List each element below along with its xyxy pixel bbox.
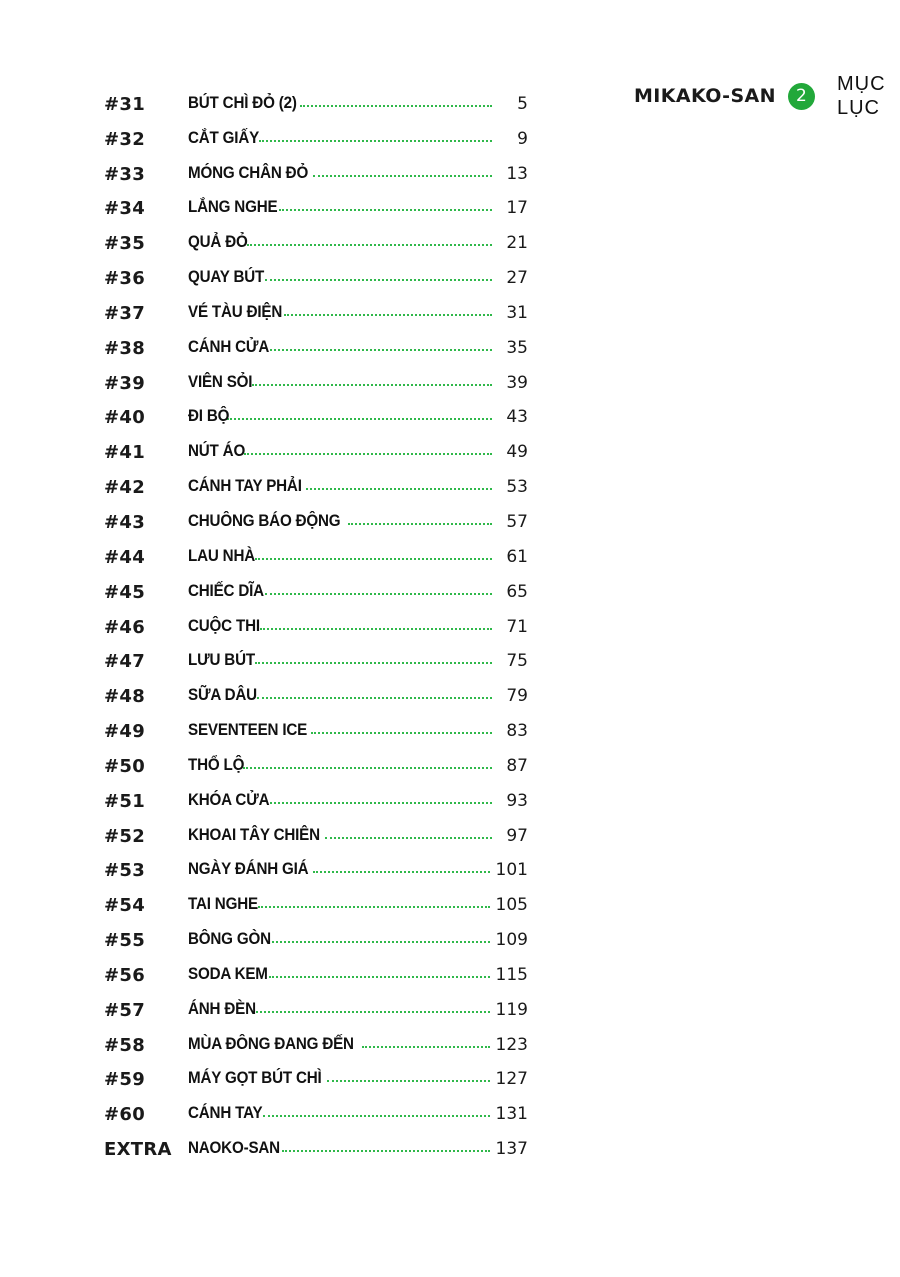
- toc-entry: [104, 881, 528, 916]
- toc-entry: [104, 568, 528, 603]
- dot-leader: [282, 1150, 490, 1152]
- chapter-number: #35: [104, 233, 146, 255]
- chapter-number: #34: [104, 198, 146, 220]
- dot-leader: [279, 209, 492, 211]
- toc-entry: [104, 115, 528, 150]
- page-number: 35: [506, 337, 528, 358]
- chapter-number: #45: [104, 581, 146, 603]
- page-number: 65: [506, 581, 528, 602]
- toc-entry: [104, 254, 528, 289]
- chapter-title: NÚT ÁO: [188, 442, 246, 461]
- chapter-number: #50: [104, 755, 146, 777]
- chapter-number: #33: [104, 163, 146, 185]
- page-number: 61: [506, 546, 528, 567]
- dot-leader: [270, 802, 492, 804]
- toc-entry: [104, 1090, 528, 1125]
- toc-entry: [104, 219, 528, 254]
- toc-entry: [104, 498, 528, 533]
- toc-entry: [104, 638, 528, 673]
- chapter-title: QUAY BÚT: [188, 268, 265, 287]
- toc-entry: [104, 672, 528, 707]
- dot-leader: [265, 593, 492, 595]
- chapter-title: KHÓA CỬA: [188, 790, 270, 809]
- chapter-title: QUẢ ĐỎ: [188, 233, 248, 252]
- chapter-title: CHUÔNG BÁO ĐỘNG: [188, 511, 341, 530]
- chapter-title: ÁNH ĐÈN: [188, 999, 256, 1018]
- dot-leader: [313, 871, 490, 873]
- dot-leader: [258, 906, 490, 908]
- page-number: 119: [495, 999, 528, 1020]
- toc-entry: [104, 1056, 528, 1091]
- chapter-number: #44: [104, 546, 146, 568]
- page-number: 13: [506, 163, 528, 184]
- chapter-title: NGÀY ĐÁNH GIÁ: [188, 860, 309, 879]
- page-number: 123: [495, 1034, 528, 1055]
- section-title-line1: MỤC: [836, 73, 886, 95]
- chapter-number: #49: [104, 721, 146, 743]
- toc-entry: [104, 742, 528, 777]
- toc-entry: [104, 812, 528, 847]
- chapter-title: LƯU BÚT: [188, 651, 255, 670]
- page-number: 9: [517, 128, 528, 149]
- toc-entry: [104, 1021, 528, 1056]
- chapter-title: SỮA DÂU: [188, 686, 257, 705]
- chapter-title: BÔNG GÒN: [188, 930, 271, 949]
- dot-leader: [252, 384, 492, 386]
- chapter-title: VIÊN SỎI: [188, 372, 253, 391]
- chapter-title: CẮT GIẤY: [188, 128, 260, 147]
- chapter-number: #43: [104, 511, 146, 533]
- toc-entry: [104, 603, 528, 638]
- dot-leader: [265, 279, 492, 281]
- chapter-number: #55: [104, 930, 146, 952]
- chapter-number: #58: [104, 1034, 146, 1056]
- chapter-number: #52: [104, 825, 146, 847]
- toc-entry: [104, 847, 528, 882]
- page-header: [634, 72, 886, 120]
- volume-badge: 2: [788, 83, 815, 110]
- chapter-title: CÁNH TAY: [188, 1104, 263, 1123]
- chapter-number: #53: [104, 860, 146, 882]
- dot-leader: [306, 488, 492, 490]
- dot-leader: [272, 941, 489, 943]
- dot-leader: [269, 976, 490, 978]
- dot-leader: [300, 105, 492, 107]
- chapter-title: BÚT CHÌ ĐỎ (2): [188, 93, 297, 112]
- page-number: 87: [506, 755, 528, 776]
- chapter-title: NAOKO-SAN: [188, 1139, 280, 1158]
- page-number: 27: [506, 268, 528, 289]
- toc-entry: [104, 80, 528, 115]
- chapter-title: MÙA ĐÔNG ĐANG ĐẾN: [188, 1034, 354, 1053]
- chapter-number: #57: [104, 999, 146, 1021]
- chapter-title: CUỘC THI: [188, 616, 260, 635]
- toc-entry: [104, 986, 528, 1021]
- section-title: [837, 72, 886, 120]
- chapter-number: #42: [104, 477, 146, 499]
- toc-entry: [104, 777, 528, 812]
- dot-leader: [263, 1115, 490, 1117]
- dot-leader: [243, 767, 492, 769]
- chapter-title: ĐI BỘ: [188, 407, 230, 426]
- chapter-title: CÁNH CỬA: [188, 337, 270, 356]
- section-title-line2: LỤC: [836, 97, 880, 119]
- chapter-number: #37: [104, 302, 146, 324]
- chapter-title: CÁNH TAY PHẢI: [188, 477, 302, 496]
- dot-leader: [227, 418, 492, 420]
- toc-entry: [104, 951, 528, 986]
- chapter-title: SODA KEM: [188, 964, 268, 983]
- page-number: 57: [506, 511, 528, 532]
- dot-leader: [270, 349, 492, 351]
- chapter-number: #36: [104, 268, 146, 290]
- page-number: 5: [517, 93, 528, 114]
- page-number: 93: [506, 790, 528, 811]
- page-number: 39: [506, 372, 528, 393]
- chapter-number: #31: [104, 93, 146, 115]
- chapter-title: MÁY GỌT BÚT CHÌ: [188, 1069, 322, 1088]
- page-number: 83: [506, 721, 528, 742]
- dot-leader: [362, 1046, 489, 1048]
- page-number: 137: [495, 1139, 528, 1160]
- page-number: 31: [506, 302, 528, 323]
- page-number: 53: [506, 477, 528, 498]
- toc-entry: [104, 463, 528, 498]
- chapter-number: #48: [104, 686, 146, 708]
- chapter-number: #56: [104, 964, 146, 986]
- page-number: 131: [495, 1104, 528, 1125]
- dot-leader: [327, 1080, 489, 1082]
- chapter-title: VÉ TÀU ĐIỆN: [188, 302, 283, 321]
- chapter-number: #32: [104, 128, 146, 150]
- dot-leader: [259, 140, 492, 142]
- page-number: 21: [506, 233, 528, 254]
- page-number: 101: [495, 860, 528, 881]
- dot-leader: [256, 1011, 490, 1013]
- toc-entry: [104, 1125, 528, 1160]
- dot-leader: [260, 628, 492, 630]
- chapter-number: EXTRA: [104, 1139, 172, 1161]
- chapter-number: #59: [104, 1069, 146, 1091]
- chapter-title: LẮNG NGHE: [188, 198, 278, 217]
- toc-entry: [104, 707, 528, 742]
- chapter-number: #41: [104, 442, 146, 464]
- chapter-number: #40: [104, 407, 146, 429]
- chapter-title: KHOAI TÂY CHIÊN: [188, 825, 320, 844]
- dot-leader: [255, 558, 492, 560]
- toc-entry: [104, 185, 528, 220]
- page-number: 17: [506, 198, 528, 219]
- dot-leader: [247, 244, 492, 246]
- series-title: MIKAKO-SAN: [634, 85, 776, 107]
- page-number: 115: [495, 964, 528, 985]
- dot-leader: [325, 837, 492, 839]
- dot-leader: [244, 453, 492, 455]
- page-number: 43: [506, 407, 528, 428]
- chapter-title: CHIẾC DĨA: [188, 581, 264, 600]
- page-number: 49: [506, 442, 528, 463]
- page-number: 127: [495, 1069, 528, 1090]
- dot-leader: [348, 523, 492, 525]
- chapter-number: #39: [104, 372, 146, 394]
- chapter-number: #38: [104, 337, 146, 359]
- page-number: 109: [495, 930, 528, 951]
- page-number: 71: [506, 616, 528, 637]
- dot-leader: [257, 697, 492, 699]
- chapter-number: #60: [104, 1104, 146, 1126]
- toc-entry: [104, 324, 528, 359]
- chapter-title: LAU NHÀ: [188, 546, 256, 565]
- page-number: 105: [495, 895, 528, 916]
- toc-entry: [104, 359, 528, 394]
- chapter-number: #46: [104, 616, 146, 638]
- toc-entry: [104, 916, 528, 951]
- page-number: 97: [506, 825, 528, 846]
- dot-leader: [311, 732, 492, 734]
- chapter-title: TAI NGHE: [188, 895, 258, 914]
- toc-entry: [104, 150, 528, 185]
- dot-leader: [313, 175, 492, 177]
- toc-entry: [104, 394, 528, 429]
- chapter-number: #51: [104, 790, 146, 812]
- chapter-number: #47: [104, 651, 146, 673]
- page-number: 79: [506, 686, 528, 707]
- toc-entry: [104, 289, 528, 324]
- chapter-title: MÓNG CHÂN ĐỎ: [188, 163, 309, 182]
- table-of-contents: [104, 80, 528, 1160]
- toc-entry: [104, 428, 528, 463]
- chapter-number: #54: [104, 895, 146, 917]
- dot-leader: [255, 662, 492, 664]
- toc-entry: [104, 533, 528, 568]
- page-number: 75: [506, 651, 528, 672]
- chapter-title: THỔ LỘ: [188, 755, 245, 774]
- dot-leader: [284, 314, 492, 316]
- chapter-title: SEVENTEEN ICE: [188, 721, 308, 740]
